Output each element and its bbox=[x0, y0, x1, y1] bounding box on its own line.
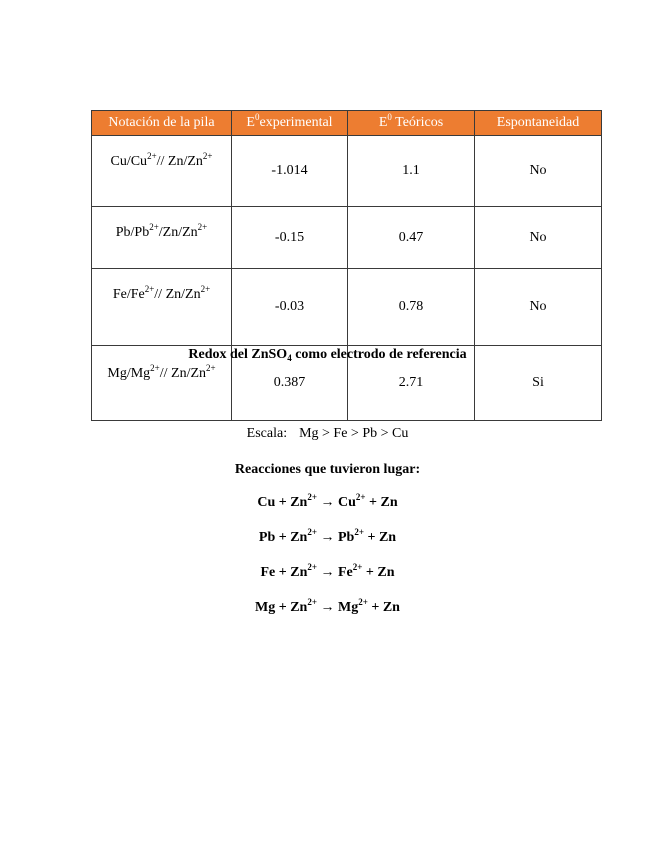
caption-text-end: como electrodo de referencia bbox=[291, 347, 467, 362]
eq-sup: 2+ bbox=[358, 597, 368, 607]
notation-sup: 2+ bbox=[200, 284, 211, 294]
cell-teorico: 0.78 bbox=[348, 269, 475, 346]
header-teoricos-label: Teóricos bbox=[395, 115, 444, 130]
table-row bbox=[92, 136, 602, 207]
cell-experimental: -0.03 bbox=[232, 269, 348, 346]
cell-espontaneidad: No bbox=[475, 269, 602, 346]
reacciones-title: Reacciones que tuvieron lugar: bbox=[234, 462, 421, 477]
arrow-icon: → bbox=[317, 530, 338, 545]
eq-part: + Zn bbox=[365, 495, 398, 510]
notation-part: Fe/Fe bbox=[112, 287, 145, 302]
header-zero-sup-2: 0 bbox=[387, 112, 392, 122]
eq-sup: 2+ bbox=[354, 527, 364, 537]
table-caption bbox=[0, 347, 655, 363]
arrow-icon: → bbox=[317, 565, 338, 580]
arrow-icon: → bbox=[316, 495, 338, 510]
cell-experimental: -1.014 bbox=[232, 136, 348, 207]
notation-sup: 2+ bbox=[150, 363, 160, 373]
escala-label: Escala: bbox=[246, 426, 288, 441]
cell-teorico: 0.47 bbox=[348, 207, 475, 269]
cell-notation bbox=[92, 136, 232, 207]
table-header-row bbox=[92, 111, 602, 136]
eq-part: + Zn bbox=[367, 600, 400, 615]
caption-subscript: 4 bbox=[287, 353, 292, 363]
eq-part: + Zn bbox=[363, 530, 397, 545]
notation-part: Pb/Pb bbox=[115, 225, 150, 240]
notation-part: // Zn/Zn bbox=[159, 366, 207, 381]
notation-sup: 2+ bbox=[144, 284, 155, 294]
eq-sup: 2+ bbox=[307, 597, 317, 607]
eq-sup: 2+ bbox=[352, 562, 363, 572]
eq-part: Cu + Zn bbox=[257, 495, 308, 510]
equation bbox=[0, 562, 655, 581]
cell-teorico: 2.71 bbox=[348, 346, 475, 421]
notation-sup: 2+ bbox=[147, 151, 157, 161]
escala-line bbox=[0, 426, 655, 442]
table-row bbox=[92, 207, 602, 269]
header-notacion: Notación de la pila bbox=[92, 111, 232, 136]
eq-sup: 2+ bbox=[307, 562, 317, 572]
header-espontaneidad: Espontaneidad bbox=[475, 111, 602, 136]
equation bbox=[0, 527, 655, 546]
header-teoricos bbox=[348, 111, 475, 136]
escala-value: Mg > Fe > Pb > Cu bbox=[299, 426, 409, 441]
table-row bbox=[92, 269, 602, 346]
cell-notation bbox=[92, 269, 232, 346]
notation-sup: 2+ bbox=[197, 222, 208, 232]
eq-part: Pb + Zn bbox=[258, 530, 308, 545]
eq-part: + Zn bbox=[362, 565, 395, 580]
notation-part: Mg/Mg bbox=[107, 366, 151, 381]
notation-part: /Zn/Zn bbox=[158, 225, 198, 240]
cell-espontaneidad: No bbox=[475, 207, 602, 269]
cell-teorico: 1.1 bbox=[348, 136, 475, 207]
eq-part: Mg bbox=[338, 600, 359, 615]
eq-part: Fe bbox=[338, 565, 353, 580]
header-e-symbol: E bbox=[246, 115, 255, 130]
notation-sup: 2+ bbox=[206, 363, 216, 373]
header-experimental bbox=[232, 111, 348, 136]
arrow-icon: → bbox=[317, 600, 338, 615]
equation bbox=[0, 597, 655, 616]
notation-sup: 2+ bbox=[149, 222, 159, 232]
eq-sup: 2+ bbox=[307, 527, 317, 537]
equation bbox=[0, 492, 655, 511]
eq-part: Fe + Zn bbox=[260, 565, 308, 580]
header-experimental-label: experimental bbox=[259, 115, 333, 130]
notation-part: // Zn/Zn bbox=[154, 287, 201, 302]
caption-text: Redox del ZnSO bbox=[188, 347, 288, 362]
eq-part: Cu bbox=[337, 495, 356, 510]
eq-part: Mg + Zn bbox=[255, 600, 308, 615]
notation-part: Cu/Cu bbox=[110, 154, 148, 169]
notation-sup: 2+ bbox=[202, 151, 213, 161]
cell-experimental: -0.15 bbox=[232, 207, 348, 269]
eq-sup: 2+ bbox=[307, 492, 317, 502]
eq-sup: 2+ bbox=[355, 492, 366, 502]
header-e-symbol-2: E bbox=[378, 115, 388, 130]
eq-part: Pb bbox=[338, 530, 355, 545]
header-zero-sup: 0 bbox=[254, 112, 260, 122]
notation-part: // Zn/Zn bbox=[156, 154, 203, 169]
cell-espontaneidad: No bbox=[475, 136, 602, 207]
pila-table bbox=[91, 110, 602, 421]
cell-espontaneidad: Si bbox=[475, 346, 602, 421]
cell-experimental: 0.387 bbox=[232, 346, 348, 421]
cell-notation bbox=[92, 207, 232, 269]
